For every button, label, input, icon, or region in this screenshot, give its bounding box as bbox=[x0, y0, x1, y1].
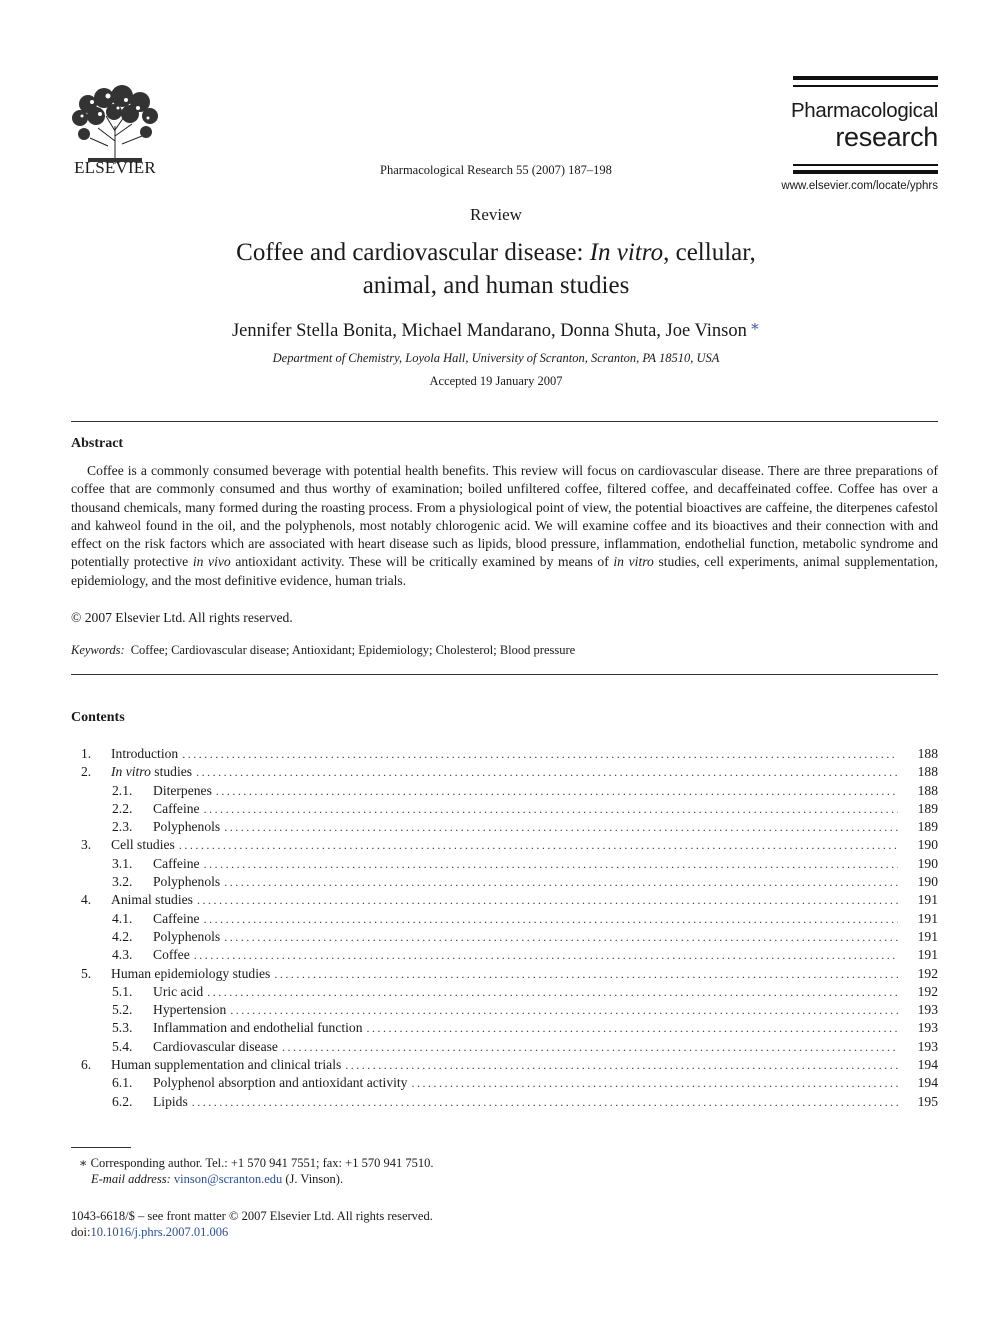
toc-title-line bbox=[153, 1019, 898, 1037]
toc-title bbox=[111, 836, 175, 854]
toc-title-text: Hypertension bbox=[153, 1002, 227, 1018]
toc-leader-dots bbox=[224, 818, 898, 836]
toc-title-line bbox=[153, 818, 898, 836]
toc-entry[interactable] bbox=[71, 910, 938, 928]
toc-page-number: 190 bbox=[917, 855, 938, 871]
toc-entry[interactable] bbox=[71, 836, 938, 854]
toc-entry[interactable] bbox=[71, 818, 938, 836]
toc-leader-dots bbox=[345, 1056, 898, 1074]
toc-title-line bbox=[153, 1038, 898, 1056]
toc-title bbox=[153, 983, 203, 1001]
toc-title bbox=[153, 873, 220, 891]
toc-leader-dots bbox=[411, 1074, 898, 1092]
toc-title-line bbox=[153, 800, 898, 818]
toc-title bbox=[153, 800, 200, 818]
brand-rule bbox=[793, 85, 938, 87]
toc-number: 3.1. bbox=[112, 855, 133, 871]
toc-title-text: Caffeine bbox=[153, 910, 200, 926]
email-link[interactable]: vinson@scranton.edu bbox=[173, 1172, 283, 1186]
toc-number: 3. bbox=[81, 837, 92, 853]
toc-leader-dots bbox=[182, 745, 898, 763]
toc-title-line bbox=[111, 891, 898, 909]
toc-title-line bbox=[153, 928, 898, 946]
brand-rule bbox=[793, 170, 938, 174]
toc-title-line bbox=[111, 836, 898, 854]
toc-entry[interactable] bbox=[71, 782, 938, 800]
toc-title-text: studies bbox=[150, 764, 193, 780]
toc-page-number: 194 bbox=[917, 1057, 938, 1073]
abstract-italic-1: in vivo bbox=[192, 554, 231, 570]
toc-title-line bbox=[153, 873, 898, 891]
toc-number: 3.2. bbox=[112, 874, 133, 890]
toc-page-number: 193 bbox=[917, 1020, 938, 1036]
toc-title-line bbox=[153, 1093, 898, 1111]
toc-number: 6.1. bbox=[112, 1075, 133, 1091]
toc-title bbox=[111, 965, 270, 983]
toc-title bbox=[111, 891, 193, 909]
brand-rule bbox=[793, 164, 938, 166]
email-label: E-mail address: bbox=[91, 1172, 171, 1186]
toc-page-number: 191 bbox=[917, 947, 938, 963]
toc-leader-dots bbox=[367, 1019, 898, 1037]
toc-title bbox=[153, 855, 200, 873]
toc-number: 1. bbox=[81, 746, 92, 761]
toc-entry[interactable] bbox=[71, 1019, 938, 1037]
toc-leader-dots bbox=[282, 1038, 898, 1056]
toc-title-text: Introduction bbox=[111, 746, 179, 761]
article-type: Review bbox=[470, 205, 522, 224]
toc-title-text: Human supplementation and clinical trials bbox=[111, 1057, 342, 1073]
toc-title-line bbox=[153, 782, 898, 800]
keywords bbox=[71, 643, 575, 658]
toc-page-number: 191 bbox=[917, 928, 938, 944]
toc-leader-dots bbox=[224, 873, 898, 891]
toc-leader-dots bbox=[197, 891, 898, 909]
toc-leader-dots bbox=[179, 836, 898, 854]
toc-title bbox=[111, 763, 192, 781]
toc-number: 4. bbox=[81, 892, 92, 908]
front-matter: 1043-6618/$ – see front matter © 2007 Elsevier Ltd. All rights reserved. bbox=[71, 1209, 433, 1223]
journal-brand-line2: research bbox=[835, 122, 938, 152]
toc-title-text: Diterpenes bbox=[153, 782, 212, 798]
toc-page-number: 188 bbox=[917, 764, 938, 780]
toc-title bbox=[153, 928, 220, 946]
doi-link[interactable]: 10.1016/j.phrs.2007.01.006 bbox=[90, 1225, 229, 1239]
toc-title bbox=[153, 946, 190, 964]
toc-leader-dots bbox=[224, 928, 898, 946]
toc-leader-dots bbox=[207, 983, 898, 1001]
toc-page-number: 189 bbox=[917, 800, 938, 816]
toc-entry[interactable] bbox=[71, 745, 938, 763]
toc-title-text: Caffeine bbox=[153, 855, 200, 871]
toc-title bbox=[153, 1001, 226, 1019]
toc-title bbox=[153, 818, 220, 836]
author-list bbox=[0, 317, 992, 342]
toc-title-line bbox=[111, 745, 898, 763]
toc-title bbox=[153, 1019, 363, 1037]
toc-page-number: 192 bbox=[917, 965, 938, 981]
toc-page-number: 194 bbox=[917, 1075, 938, 1091]
toc-entry[interactable] bbox=[71, 873, 938, 891]
title-part2: , cellular, bbox=[663, 239, 756, 266]
accepted-date: Accepted 19 January 2007 bbox=[429, 374, 563, 388]
toc-title-line bbox=[153, 983, 898, 1001]
toc-leader-dots bbox=[204, 855, 898, 873]
toc-number: 5.3. bbox=[112, 1020, 133, 1036]
toc-number: 6. bbox=[81, 1057, 92, 1073]
toc-entry[interactable] bbox=[71, 800, 938, 818]
journal-brand-line1: Pharmacological bbox=[790, 99, 938, 122]
toc-title bbox=[153, 910, 200, 928]
toc-title-text: Cell studies bbox=[111, 837, 175, 853]
toc-title-text: Animal studies bbox=[111, 892, 193, 908]
toc-title bbox=[153, 782, 212, 800]
divider bbox=[71, 421, 938, 422]
toc-leader-dots bbox=[194, 946, 898, 964]
footnote-mark: ∗ bbox=[79, 1156, 88, 1170]
toc-number: 2. bbox=[81, 764, 92, 780]
affiliation: Department of Chemistry, Loyola Hall, University of Scranton, Scranton, PA 18510, USA bbox=[272, 351, 720, 365]
toc-title-text: Coffee bbox=[153, 947, 190, 963]
toc-title bbox=[153, 1038, 278, 1056]
toc-page-number: 190 bbox=[917, 837, 938, 853]
toc-title-text: Polyphenols bbox=[153, 874, 221, 890]
toc-entry[interactable] bbox=[71, 1038, 938, 1056]
email-suffix: (J. Vinson). bbox=[282, 1172, 344, 1186]
toc-leader-dots bbox=[192, 1093, 898, 1111]
toc-title-text: Uric acid bbox=[153, 983, 204, 999]
keywords-list: Coffee; Cardiovascular disease; Antioxidant; Epidemiology; Cholesterol; Blood pressure bbox=[130, 643, 576, 657]
toc-entry[interactable] bbox=[71, 983, 938, 1001]
toc-entry[interactable] bbox=[71, 928, 938, 946]
abstract-text-2: antioxidant activity. These will be critically examined by means of bbox=[230, 554, 614, 570]
toc-number: 5.2. bbox=[112, 1002, 133, 1018]
toc-title-line bbox=[153, 855, 898, 873]
doi bbox=[71, 1225, 228, 1240]
authors-text: Jennifer Stella Bonita, Michael Mandarano, Donna Shuta, Joe Vinson bbox=[231, 321, 747, 341]
toc-entry[interactable] bbox=[71, 855, 938, 873]
table-of-contents bbox=[71, 745, 938, 1111]
toc-entry[interactable] bbox=[71, 763, 938, 781]
toc-entry[interactable] bbox=[71, 965, 938, 983]
toc-entry[interactable] bbox=[71, 891, 938, 909]
contents-heading: Contents bbox=[71, 710, 125, 725]
toc-number: 4.2. bbox=[112, 928, 133, 944]
toc-page-number: 191 bbox=[917, 910, 938, 926]
toc-number: 5.1. bbox=[112, 983, 133, 999]
toc-number: 5. bbox=[81, 965, 92, 981]
toc-entry[interactable] bbox=[71, 1001, 938, 1019]
toc-title-text: Polyphenols bbox=[153, 928, 221, 944]
toc-title-text: Polyphenols bbox=[153, 819, 221, 835]
toc-page-number: 191 bbox=[917, 892, 938, 908]
abstract-heading: Abstract bbox=[71, 436, 124, 451]
copyright-notice: © 2007 Elsevier Ltd. All rights reserved. bbox=[71, 610, 293, 625]
toc-leader-dots bbox=[204, 910, 898, 928]
toc-number: 2.1. bbox=[112, 782, 133, 798]
toc-entry[interactable] bbox=[71, 1093, 938, 1111]
toc-number: 4.3. bbox=[112, 947, 133, 963]
toc-entry[interactable] bbox=[71, 1056, 938, 1074]
toc-title bbox=[153, 1074, 407, 1092]
toc-number: 6.2. bbox=[112, 1093, 133, 1109]
journal-url-link[interactable]: www.elsevier.com/locate/yphrs bbox=[781, 180, 938, 192]
publisher-wordmark: ELSEVIER bbox=[74, 158, 156, 177]
corresponding-author-footnote bbox=[79, 1155, 433, 1171]
toc-title-line bbox=[153, 1001, 898, 1019]
footnote-text: Corresponding author. Tel.: +1 570 941 7551; fax: +1 570 941 7510. bbox=[90, 1156, 434, 1170]
toc-title-line bbox=[111, 1056, 898, 1074]
journal-reference: Pharmacological Research 55 (2007) 187–198 bbox=[380, 163, 612, 177]
toc-leader-dots bbox=[216, 782, 898, 800]
toc-title-text: Caffeine bbox=[153, 800, 200, 816]
abstract-text-3: studies, cell experiments, animal supplementation, epidemiology, and the most definitive evidence, human trials. bbox=[71, 554, 938, 588]
toc-title-line bbox=[153, 946, 898, 964]
toc-entry[interactable] bbox=[71, 1074, 938, 1092]
abstract-text-1: Coffee is a commonly consumed beverage with potential health benefits. This review will focus on cardiovascular disease. There are three preparations of coffee that are commonly consumed and thus worthy of examination; boiled unfiltered coffee, filtered coffee, and decaffeinated coffee. Coffee has over a thousand chemicals, many formed during the roasting process. From a physiological point of view, the potential bioactives are caffeine, the diterpenes cafestol and kahweol found in the oil, and the polyphenols, most notably chlorogenic acid. We will examine coffee and its bioactives and their connection with and effect on the risk factors which are associated with heart disease such as lipids, blood pressure, inflammation, endothelial function, metabolic syndrome and potentially protective bbox=[71, 463, 938, 570]
toc-number: 5.4. bbox=[112, 1038, 133, 1054]
doi-label: doi: bbox=[71, 1225, 91, 1239]
toc-number: 2.2. bbox=[112, 800, 133, 816]
title-line2: animal, and human studies bbox=[362, 272, 630, 299]
article-title bbox=[0, 236, 992, 302]
toc-page-number: 193 bbox=[917, 1038, 938, 1054]
toc-title bbox=[111, 1056, 341, 1074]
toc-page-number: 189 bbox=[917, 819, 938, 835]
brand-rule bbox=[793, 76, 938, 80]
toc-page-number: 190 bbox=[917, 874, 938, 890]
toc-page-number: 195 bbox=[917, 1093, 938, 1109]
toc-entry[interactable] bbox=[71, 946, 938, 964]
title-part1: Coffee and cardiovascular disease: bbox=[236, 239, 590, 266]
toc-title-italic: In vitro bbox=[111, 764, 151, 780]
toc-title-text: Inflammation and endothelial function bbox=[153, 1020, 363, 1036]
toc-number: 2.3. bbox=[112, 819, 133, 835]
toc-leader-dots bbox=[204, 800, 898, 818]
toc-title bbox=[153, 1093, 188, 1111]
divider bbox=[71, 674, 938, 675]
abstract-body bbox=[71, 462, 938, 590]
toc-leader-dots bbox=[230, 1001, 898, 1019]
toc-title-text: Human epidemiology studies bbox=[111, 965, 271, 981]
footnote-rule bbox=[71, 1147, 131, 1148]
toc-title-line bbox=[153, 1074, 898, 1092]
toc-title bbox=[111, 745, 178, 763]
toc-title-line bbox=[111, 965, 898, 983]
toc-title-text: Lipids bbox=[153, 1093, 188, 1109]
abstract-italic-2: in vitro bbox=[613, 554, 654, 570]
toc-title-line bbox=[111, 763, 898, 781]
toc-leader-dots bbox=[274, 965, 898, 983]
email-footnote bbox=[91, 1171, 343, 1187]
toc-page-number: 188 bbox=[917, 746, 938, 761]
toc-page-number: 188 bbox=[917, 782, 938, 798]
keywords-label: Keywords: bbox=[71, 643, 125, 657]
toc-title-text: Polyphenol absorption and antioxidant activity bbox=[153, 1075, 408, 1091]
toc-leader-dots bbox=[196, 763, 898, 781]
toc-title-line bbox=[153, 910, 898, 928]
toc-page-number: 192 bbox=[917, 983, 938, 999]
title-italic: In vitro bbox=[589, 239, 664, 266]
toc-number: 4.1. bbox=[112, 910, 133, 926]
toc-page-number: 193 bbox=[917, 1002, 938, 1018]
corresponding-author-link[interactable]: ∗ bbox=[749, 319, 761, 335]
toc-title-text: Cardiovascular disease bbox=[153, 1038, 278, 1054]
